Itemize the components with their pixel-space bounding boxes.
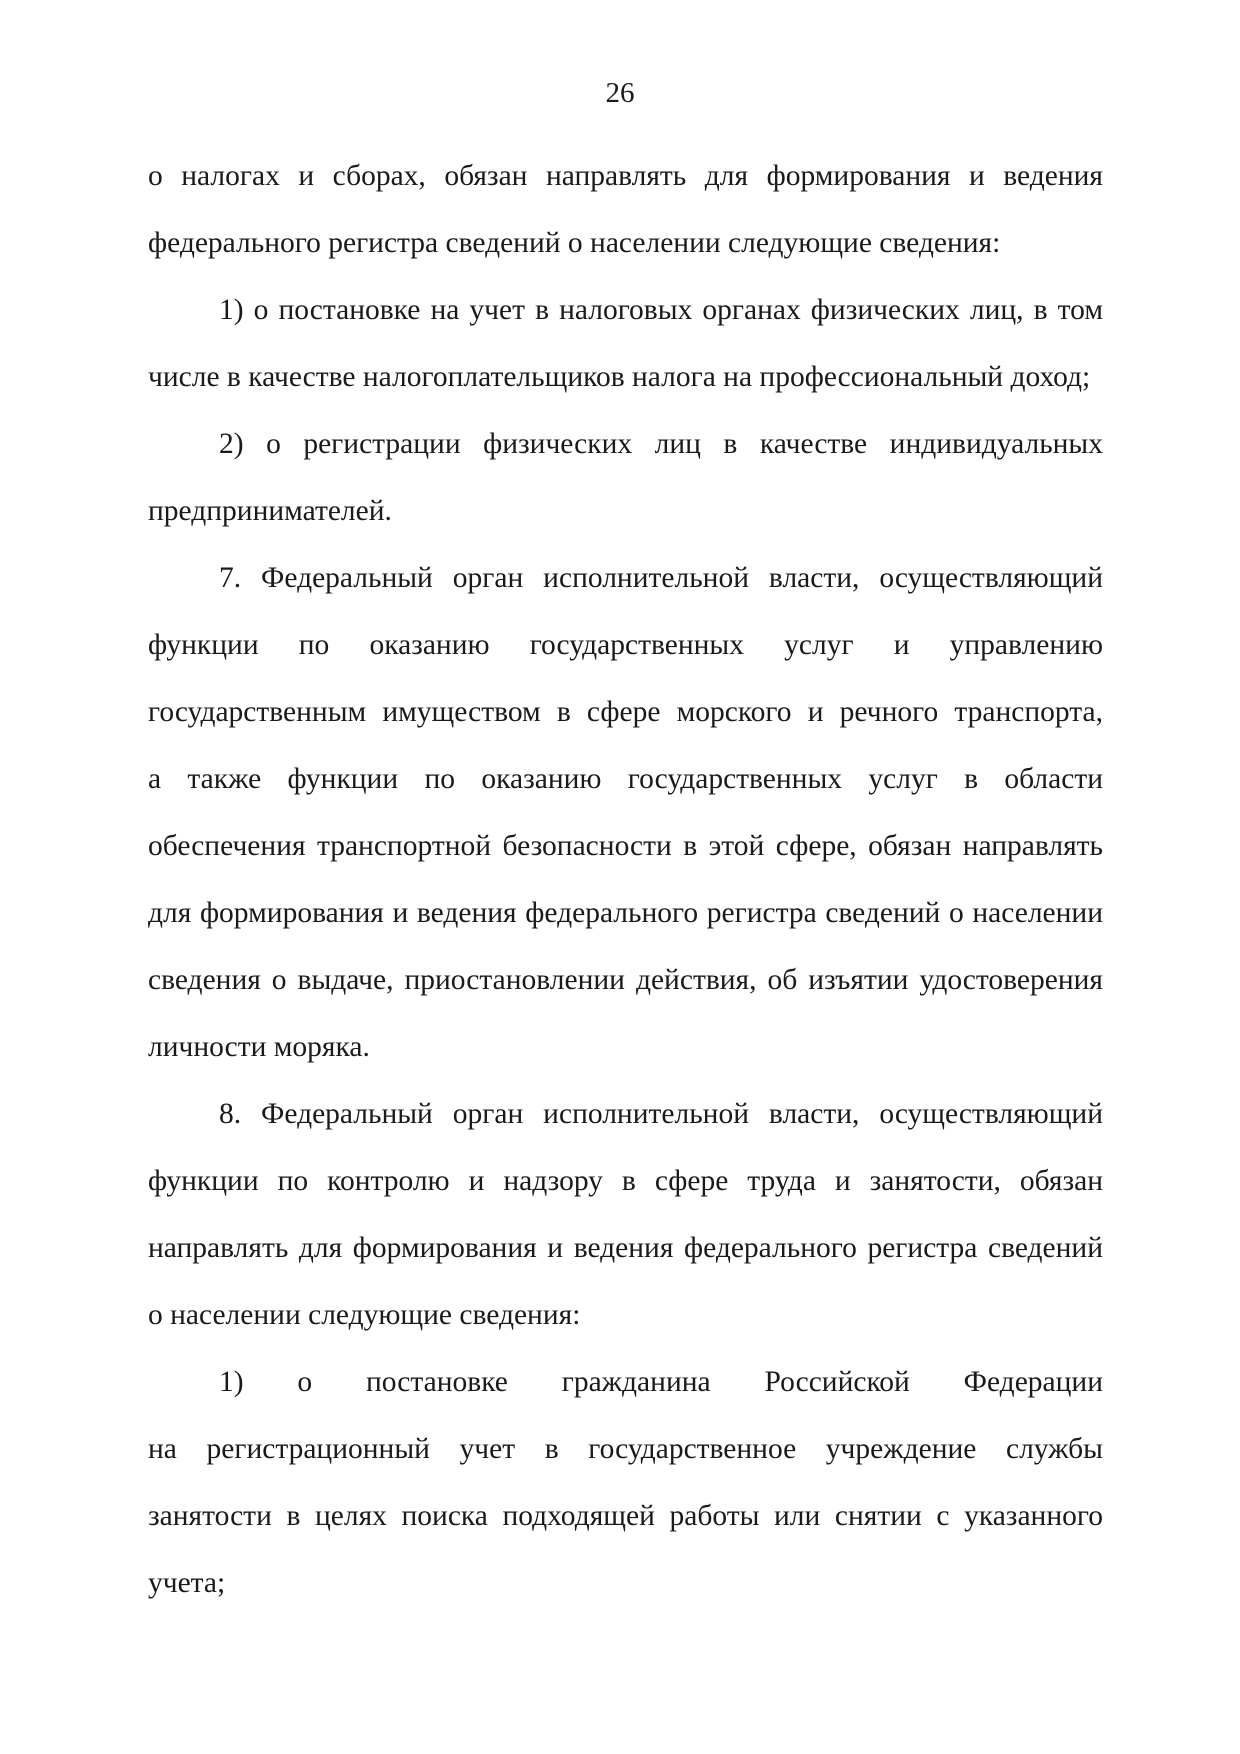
text-line: 2) о регистрации физических лиц в качестве индивидуальных: [219, 428, 1103, 460]
text-line: занятости в целях поиска подходящей работы или снятии с указанного: [148, 1500, 1103, 1532]
text-line: обеспечения транспортной безопасности в этой сфере, обязан направлять: [148, 830, 1103, 862]
text-line: федерального регистра сведений о населении следующие сведения:: [148, 227, 1001, 259]
text-line: для формирования и ведения федерального регистра сведений о населении: [148, 897, 1103, 929]
text-line: 8. Федеральный орган исполнительной власти, осуществляющий: [219, 1098, 1103, 1130]
text-line: учета;: [148, 1567, 226, 1599]
text-line: а также функции по оказанию государственных услуг в области: [148, 763, 1103, 795]
text-line: функции по контролю и надзору в сфере труда и занятости, обязан: [148, 1165, 1103, 1197]
text-line: личности моряка.: [148, 1031, 370, 1063]
text-line: государственным имуществом в сфере морского и речного транспорта,: [148, 696, 1103, 728]
text-line: функции по оказанию государственных услуг и управлению: [148, 629, 1103, 661]
text-line: направлять для формирования и ведения федерального регистра сведений: [148, 1232, 1103, 1264]
page-number: 26: [605, 77, 635, 109]
text-line: 7. Федеральный орган исполнительной власти, осуществляющий: [219, 562, 1103, 594]
document-body: [148, 143, 1103, 1617]
text-line: сведения о выдаче, приостановлении действия, об изъятии удостоверения: [148, 964, 1103, 996]
text-line: на регистрационный учет в государственное учреждение службы: [148, 1433, 1103, 1465]
text-line: о налогах и сборах, обязан направлять для формирования и ведения: [148, 160, 1103, 192]
text-line: 1) о постановке гражданина Российской Федерации: [219, 1366, 1103, 1398]
text-line: 1) о постановке на учет в налоговых органах физических лиц, в том: [219, 294, 1103, 326]
text-line: числе в качестве налогоплательщиков налога на профессиональный доход;: [148, 361, 1091, 393]
text-line: предпринимателей.: [148, 495, 392, 527]
text-line: о населении следующие сведения:: [148, 1299, 581, 1331]
